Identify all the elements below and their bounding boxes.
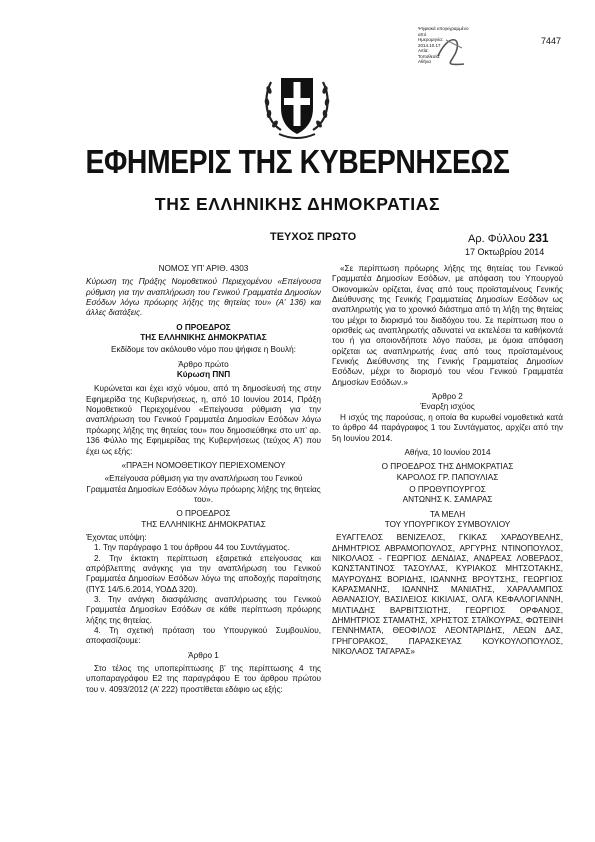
article-title: Κύρωση ΠΝΠ [176,370,231,380]
stamp-line: 2014.10.17 [418,42,441,48]
considering-item: 3. Την ανάγκη διασφάλισης αναπλήρωσης του Γενικού Γραμματέα Δημοσίων Εσόδων σε κάθε περίπτωση πρόωρης λήξης της θητείας. [86,594,321,625]
quoted-paragraph: «Σε περίπτωση πρόωρης λήξης της θητείας του Γενικού Γραμματέα Δημοσίων Εσόδων, με απόφαση του Υπουργού Οικονομικών ορίζεται, ένας από τους προϊσταμένους Γενικής Διεύθυνσης της Γενικής Γραμματείας Δημοσίων Εσόδων ως αναπληρωτής για το χρονικό διάστημα από τη λήξη της θητείας του μέχρι το διορισμό του διαδόχου του. Σε περίπτωση που ο ορισθείς ως αναπληρωτής αδυνατεί να εκτελέσει τα καθήκοντά του ή για οποιονδήποτε λόγο παύσει, με όμοια απόφαση ορίζεται ως αναπληρωτής ένας από τους προϊσταμένους Γενικής Διεύθυνσης της Γενικής Γραμματείας Δημοσίων Εσόδων, μέχρι το διορισμό του νέου Γενικού Γραμματέα Δημοσίων Εσόδων.» [332,264,563,387]
signatory-name: ΑΝΤΩΝΗΣ Κ. ΣΑΜΑΡΑΣ [402,495,493,505]
stamp-line: Τοποθεσία: [418,53,441,59]
act-heading: «ΠΡΑΞΗ ΝΟΜΟΘΕΤΙΚΟΥ ΠΕΡΙΕΧΟΜΕΝΟΥ [121,460,286,470]
signatory-title: Ο ΠΡΟΕΔΡΟΣ ΤΗΣ ΔΗΜΟΚΡΑΤΙΑΣ [381,462,514,472]
issue-date: 17 Οκτωβρίου 2014 [465,247,545,257]
article-heading: Άρθρο πρώτο [178,359,229,369]
considering-item: 4. Τη σχετική πρόταση του Υπουργικού Συμβουλίου, αποφασίζουμε: [86,626,321,646]
article-text: Στο τέλος της υποπερίπτωσης β’ της περίπτωσης 4 της υποπαραγράφου Ε2 της παραγράφου Ε του άρθρου πρώτου του ν. 4093/2012 (Α’ 222) προστίθεται εδάφιο ως εξής: [86,664,321,694]
president-title: Ο ΠΡΟΕΔΡΟΣ [176,509,231,519]
digital-signature-stamp [418,26,478,74]
considering-text: Έχοντας υπόψη: [86,532,147,542]
article-text: Κυρώνεται και έχει ισχύ νόμου, από τη δημοσίευσή της στην Εφημερίδα της Κυβερνήσεως, η, από 10 Ιουνίου 2014, Πράξη Νομοθετικού Περιεχομένου «Επείγουσα ρύθμιση για την αναπλήρωση του Γενικού Γραμματέα Δημοσίων Εσόδων λόγω πρόωρης λήξης της θητείας του» που δημοσιεύθηκε στο υπ’ αρ. 136 Φύλλο της Εφημερίδας της Κυβερνήσεως (τεύχος Α’) που έχει ως εξής: [86,384,321,456]
members-list: ΕΥΑΓΓΕΛΟΣ ΒΕΝΙΖΕΛΟΣ, ΓΚΙΚΑΣ ΧΑΡΔΟΥΒΕΛΗΣ, ΔΗΜΗΤΡΙΟΣ ΑΒΡΑΜΟΠΟΥΛΟΣ, ΑΡΓΥΡΗΣ ΝΤΙΝΟΠΟΥΛΟΣ, ΝΙΚΟΛΑΟΣ - ΓΕΩΡΓΙΟΣ ΔΕΝΔΙΑΣ, ΑΝΔΡΕΑΣ ΛΟΒΕΡΔΟΣ, ΚΩΝΣΤΑΝΤΙΝΟΣ ΤΑΣΟΥΛΑΣ, ΚΥΡΙΑΚΟΣ ΜΗΤΣΟΤΑΚΗΣ, ΜΑΥΡΟΥΔΗΣ ΒΟΡΙΔΗΣ, ΙΩΑΝΝΗΣ ΒΡΟΥΤΣΗΣ, ΓΕΩΡΓΙΟΣ ΚΑΡΑΣΜΑΝΗΣ, ΙΩΑΝΝΗΣ ΜΑΝΙΑΤΗΣ, ΧΑΡΑΛΑΜΠΟΣ ΑΘΑΝΑΣΙΟΥ, ΒΑΣΙΛΕΙΟΣ ΚΙΚΙΛΙΑΣ, ΟΛΓΑ ΚΕΦΑΛΟΓΙΑΝΝΗ, ΜΙΛΤΙΑΔΗΣ ΒΑΡΒΙΤΣΙΩΤΗΣ, ΓΕΩΡΓΙΟΣ ΟΡΦΑΝΟΣ, ΔΗΜΗΤΡΙΟΣ ΣΤΑΜΑΤΗΣ, ΧΡΗΣΤΟΣ ΣΤΑΪΚΟΥΡΑΣ, ΦΩΤΕΙΝΗ ΓΕΝΝΗΜΑΤΑ, ΘΕΟΦΙΛΟΣ ΛΕΟΝΤΑΡΙΔΗΣ, ΛΕΩΝ ΔΑΣ, ΓΡΗΓΟΡΑΚΟΣ, ΠΑΡΑΣΚΕΥΑΣ ΚΟΥΚΟΥΛΟΠΟΥΛΟΣ, ΝΙΚΟΛΑΟΣ ΤΑΓΑΡΑΣ» [332,533,563,657]
stamp-line: Ημερομηνία: [418,37,444,42]
issue-number [468,231,549,245]
article-heading: Άρθρο 2 [432,392,463,402]
article-text: Η ισχύς της παρούσας, η οποία θα κυρωθεί νομοθετικά κατά το άρθρο 44 παράγραφος 1 του Συντάγματος, αρχίζει από την 5η Ιουνίου 2014. [332,412,563,443]
issue-label: Αρ. Φύλλου [468,233,526,245]
president-title: Ο ΠΡΟΕΔΡΟΣ [176,322,231,332]
gazette-title: ΕΦΗΜΕΡΙΣ ΤΗΣ ΚΥΒΕΡΝΗΣΕΩΣ [85,143,510,180]
page-number: 7447 [541,36,562,46]
considering-item: 1. Την παράγραφο 1 του άρθρου 44 του Συντάγματος. [94,543,290,553]
issue-number-value: 231 [528,231,549,245]
article-heading: Άρθρο 1 [188,650,219,660]
members-title-line2: ΤΟΥ ΥΠΟΥΡΓΙΚΟΥ ΣΥΜΒΟΥΛΙΟΥ [384,519,511,529]
promulgation-text: Εκδίδομε τον ακόλουθο νόμο που ψήφισε η Βουλή: [111,345,296,355]
signatory-name: ΚΑΡΟΛΟΣ ΓΡ. ΠΑΠΟΥΛΙΑΣ [396,472,499,482]
law-title: Κύρωση της Πράξης Νομοθετικού Περιεχομένου «Επείγουσα ρύθμιση για την αναπλήρωση του Γενικού Γραμματέα Δημοσίων Εσόδων λόγω πρόωρης λήξης της θητείας του» (Α’ 136) και άλλες διατάξεις. [86,277,321,318]
law-number: ΝΟΜΟΣ ΥΠ’ ΑΡΙΘ. 4303 [158,264,249,273]
left-column [86,264,321,695]
stamp-line: Αθήνα [418,59,431,64]
stamp-line: Αιτία: [418,48,429,53]
coat-of-arms-icon [259,72,335,142]
members-title: ΤΑ ΜΕΛΗ [429,509,466,519]
act-title: «Επείγουσα ρύθμιση για την αναπλήρωση του Γενικού Γραμματέα Δημοσίων Εσόδων λόγω πρόωρης λήξης της θητείας του». [86,474,321,504]
president-title-line2: ΤΗΣ ΕΛΛΗΝΙΚΗΣ ΔΗΜΟΚΡΑΤΙΑΣ [141,519,266,529]
considering-item: 2. Την έκτακτη περίπτωση εξαιρετικά επείγουσας και απρόβλεπτης ανάγκης για την αναπλήρωση του Γενικού Γραμματέα Δημοσίων Εσόδων λόγω της αποδοχής παραίτησης (ΠΥΣ 14/5.6.2014, ΥΟΔΔ 320). [86,553,321,594]
president-title-line2: ΤΗΣ ΕΛΛΗΝΙΚΗΣ ΔΗΜΟΚΡΑΤΙΑΣ [140,333,267,343]
stamp-line: από [418,31,427,37]
issue-type: ΤΕΥΧΟΣ ΠΡΩΤΟ [270,231,357,243]
article-title: Έναρξη ισχύος [420,402,475,412]
place-date: Αθήνα, 10 Ιουνίου 2014 [404,447,491,457]
gazette-subtitle: ΤΗΣ ΕΛΛΗΝΙΚΗΣ ΔΗΜΟΚΡΑΤΙΑΣ [154,194,441,214]
signatory-title: Ο ΠΡΩΘΥΠΟΥΡΓΟΣ [409,484,486,494]
stamp-line: Ψηφιακά υπογεγραμμένο [418,26,469,31]
right-column [332,264,563,657]
